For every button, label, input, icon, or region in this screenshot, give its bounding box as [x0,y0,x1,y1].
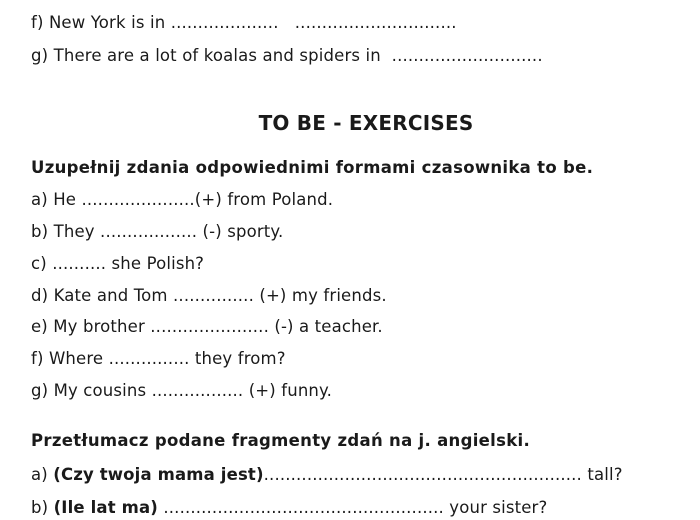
exercise-2-instruction: Przetłumacz podane fragmenty zdań na j. angielski. [31,431,531,450]
exercise-1-item-g: g) My cousins ................. (+) funny. [31,381,332,400]
section-title: TO BE - EXERCISES [258,111,474,135]
exercise-1-instruction: Uzupełnij zdania odpowiednimi formami czasownika to be. [31,158,594,177]
item-prefix: a) [31,465,54,484]
exercise-2-item-a [31,464,623,486]
exercise-1-item-a: a) He .....................(+) from Poland. [31,190,334,209]
exercise-2-item-b [31,497,547,519]
polish-fragment: (Ile lat ma) [53,498,158,517]
item-rest: ........................................................... tall? [263,465,623,484]
exercise-1-item-b: b) They .................. (-) sporty. [31,222,284,241]
polish-fragment: (Czy twoja mama jest) [53,465,264,484]
item-prefix: b) [31,498,54,517]
exercise-1-item-e: e) My brother ...................... (-) a teacher. [31,317,383,336]
exercise-1-item-d: d) Kate and Tom ............... (+) my friends. [31,286,387,305]
exercise-item-f-top: f) New York is in .................... .............................. [31,13,457,32]
exercise-1-item-c: c) .......... she Polish? [31,254,205,273]
item-rest: .................................................... your sister? [157,498,548,517]
exercise-1-item-f: f) Where ............... they from? [31,349,286,368]
exercise-item-g-top: g) There are a lot of koalas and spiders in ............................ [31,46,543,65]
